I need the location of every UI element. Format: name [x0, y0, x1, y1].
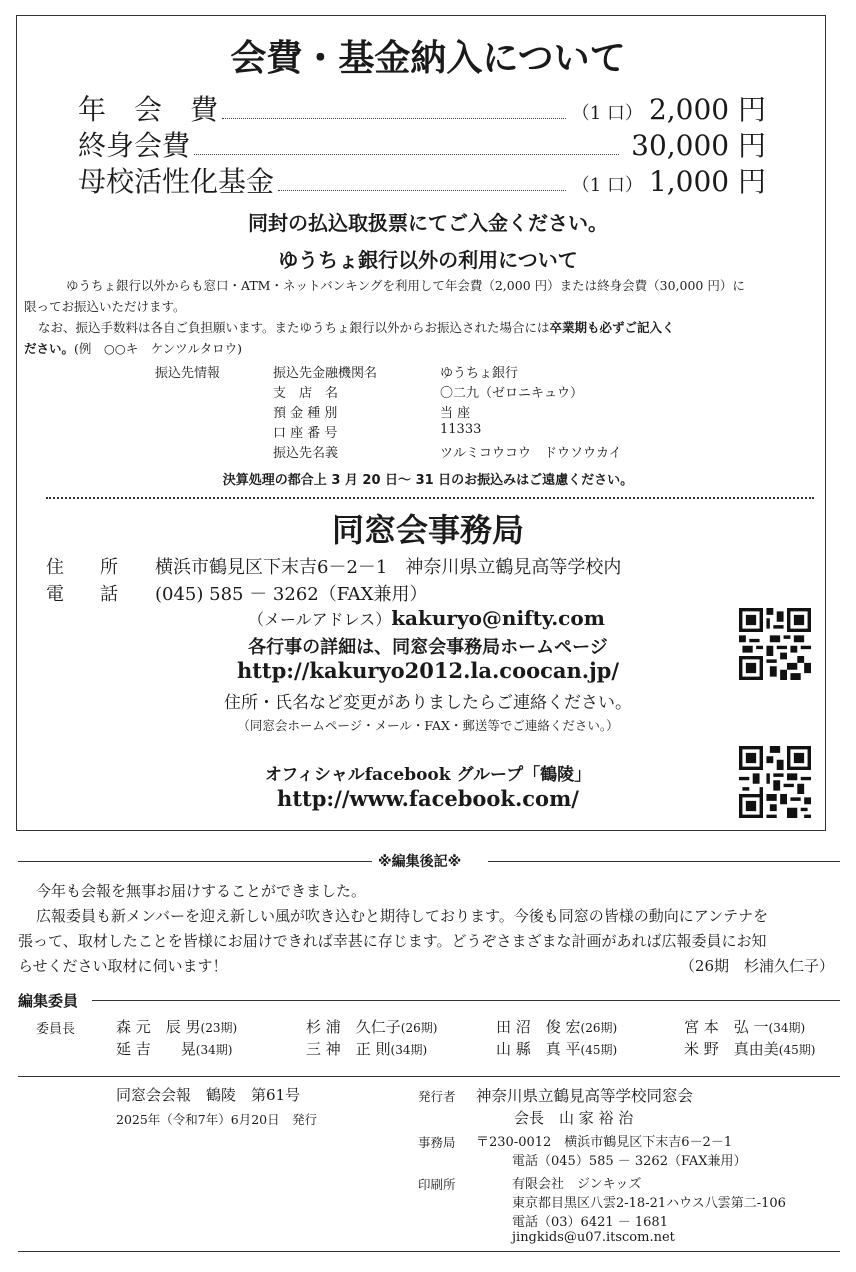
other-bank-heading: ゆうちょ銀行以外の利用について	[278, 248, 578, 272]
transfer-key: 口 座 番 号	[273, 426, 338, 441]
facebook-url[interactable]: http://www.facebook.com/	[277, 786, 579, 811]
printer-email[interactable]: jingkids@u07.itscom.net	[512, 1230, 675, 1245]
office-label: 事務局	[418, 1135, 456, 1150]
member-term: (23期)	[200, 1021, 238, 1035]
mail-label: （メールアドレス）	[248, 610, 392, 629]
qr-code-homepage[interactable]	[739, 608, 811, 680]
publisher-name: 神奈川県立鶴見高等学校同窓会	[476, 1087, 694, 1105]
fee-unit: （1 口）	[571, 103, 643, 124]
fee-unit: （1 口）	[571, 175, 643, 196]
printer-address: 東京都目黒区八雲2-18-21ハウス八雲第二-106	[512, 1196, 786, 1211]
fee-label: 年 会 費	[78, 93, 219, 126]
fee-row-lifetime	[78, 124, 766, 164]
chair-label: 委員長	[36, 1022, 76, 1037]
address-value: 横浜市鶴見区下末吉6－2－1 神奈川県立鶴見高等学校内	[155, 557, 622, 578]
fees-title: 会費・基金納入について	[230, 38, 626, 79]
leader-dots	[222, 118, 566, 119]
fee-amount: 2,000 円	[648, 93, 766, 126]
colophon-rule-top	[18, 1076, 840, 1077]
member-term: (26期)	[400, 1021, 438, 1035]
postscript-line3: 張って、取材したことを皆様にお届けできれば幸甚に存じます。どうぞさまざまな計画があれば広報委員にお知	[18, 932, 767, 950]
postscript-signature: （26期 杉浦久仁子）	[679, 957, 834, 975]
publication-name: 同窓会会報 鶴陵 第61号	[116, 1086, 301, 1104]
closing-note: 決算処理の都合上 3 月 20 日～ 31 日のお振込みはご遠慮ください。	[222, 473, 634, 488]
office-address: 〒230-0012 横浜市鶴見区下末吉6－2－1	[476, 1135, 733, 1150]
member-name: 森 元 辰 男	[116, 1018, 201, 1036]
dotted-divider	[46, 497, 814, 499]
para2-emphasis: 卒業期も必ずご記入く	[549, 320, 675, 335]
para2-emphasis: ださい。	[24, 341, 75, 356]
transfer-key: 振込先金融機関名	[273, 366, 378, 381]
fee-row-fund	[78, 160, 766, 200]
enclosed-note: 同封の払込取扱票にてご入金ください。	[248, 211, 608, 235]
transfer-key: 預 金 種 別	[273, 406, 338, 421]
committee-member	[306, 1038, 427, 1059]
postscript-heading: ※編集後記※	[378, 854, 462, 870]
fee-amount: 30,000 円	[631, 129, 766, 162]
transfer-value: 11333	[440, 422, 482, 437]
para2-text: なお、振込手数料は各自ご負担願います。またゆうちょ銀行以外からお振込された場合には	[38, 320, 550, 335]
qr-code-facebook[interactable]	[739, 746, 811, 818]
transfer-value: 〇二九（ゼロニキュウ）	[440, 386, 584, 401]
fee-label: 母校活性化基金	[78, 165, 275, 198]
office-title: 同窓会事務局	[331, 511, 524, 549]
member-term: (45期)	[580, 1043, 618, 1057]
transfer-key: 支 店 名	[273, 386, 339, 401]
committee-member	[684, 1016, 805, 1037]
member-name: 山 縣 真 平	[496, 1040, 581, 1058]
president-name: 会長 山 家 裕 治	[514, 1109, 634, 1127]
committee-rule	[92, 1000, 840, 1001]
postscript-rule-right	[488, 861, 840, 862]
para2-line2	[24, 339, 242, 357]
mail-address[interactable]: kakuryo@nifty.com	[391, 606, 605, 630]
transfer-value: ゆうちょ銀行	[440, 366, 519, 381]
member-term: (45期)	[778, 1043, 816, 1057]
transfer-value: ツルミコウコウ ドウソウカイ	[440, 446, 622, 461]
fee-row-annual	[78, 88, 766, 128]
postscript-line1: 今年も会報を無事お届けすることができました。	[36, 882, 367, 900]
committee-member	[496, 1016, 617, 1037]
fee-amount: 1,000 円	[648, 165, 766, 198]
member-name: 宮 本 弘 一	[684, 1018, 769, 1036]
printer-phone: 電話（03）6421 － 1681	[512, 1215, 668, 1230]
member-name: 田 沼 俊 宏	[496, 1018, 581, 1036]
fee-label: 終身会費	[78, 129, 191, 162]
publisher-label: 発行者	[418, 1089, 456, 1104]
homepage-url[interactable]: http://kakuryo2012.la.coocan.jp/	[236, 658, 620, 683]
member-name: 延 吉 晃	[116, 1040, 196, 1058]
homepage-line: 各行事の詳細は、同窓会事務局ホームページ	[248, 637, 608, 658]
leader-dots	[278, 190, 566, 191]
address-label: 住 所	[46, 557, 118, 578]
committee-heading: 編集委員	[18, 992, 79, 1010]
change-line: 住所・氏名など変更がありましたらご連絡ください。	[224, 693, 632, 713]
mail-line	[248, 606, 605, 630]
transfer-label: 振込先情報	[155, 366, 221, 381]
printer-label: 印刷所	[418, 1177, 456, 1192]
para1-line1: ゆうちょ銀行以外からも窓口・ATM・ネットバンキングを利用して年会費（2,000 円）または終身会費（30,000 円）に	[66, 278, 745, 293]
leader-dots	[194, 154, 619, 155]
phone-value: (045) 585 － 3262（FAX兼用）	[155, 584, 428, 605]
phone-label: 電 話	[46, 584, 118, 605]
facebook-line: オフィシャルfacebook グループ「鶴陵」	[264, 765, 592, 785]
printer-name: 有限会社 ジンキッズ	[512, 1177, 642, 1192]
member-name: 杉 浦 久仁子	[306, 1018, 401, 1036]
para2-example: (例 ○○キ ケンツルタロウ)	[74, 341, 242, 356]
transfer-value: 当 座	[440, 406, 471, 421]
postscript-rule-left	[18, 861, 372, 862]
member-term: (34期)	[390, 1043, 428, 1057]
member-name: 米 野 真由美	[684, 1040, 779, 1058]
colophon-rule-bottom	[18, 1251, 840, 1252]
committee-member	[496, 1038, 617, 1059]
member-name: 三 神 正 則	[306, 1040, 391, 1058]
publication-date: 2025年（令和7年）6月20日 発行	[116, 1112, 318, 1127]
committee-member	[306, 1016, 437, 1037]
committee-member	[116, 1016, 237, 1037]
member-term: (34期)	[195, 1043, 233, 1057]
member-term: (34期)	[768, 1021, 806, 1035]
committee-member	[116, 1038, 232, 1059]
change-sub: （同窓会ホームページ・メール・FAX・郵送等でご連絡ください。）	[237, 718, 619, 733]
member-term: (26期)	[580, 1021, 618, 1035]
para1-line2: 限ってお振込いただけます。	[24, 299, 186, 314]
office-phone: 電話（045）585 － 3262（FAX兼用）	[512, 1154, 747, 1169]
postscript-line2: 広報委員も新メンバーを迎え新しい風が吹き込むと期待しております。今後も同窓の皆様の動向にアンテナを	[36, 907, 769, 925]
committee-member	[684, 1038, 815, 1059]
postscript-line4: らせください取材に伺います！	[18, 957, 228, 975]
para2-line1	[38, 318, 675, 336]
transfer-key: 振込先名義	[273, 446, 339, 461]
